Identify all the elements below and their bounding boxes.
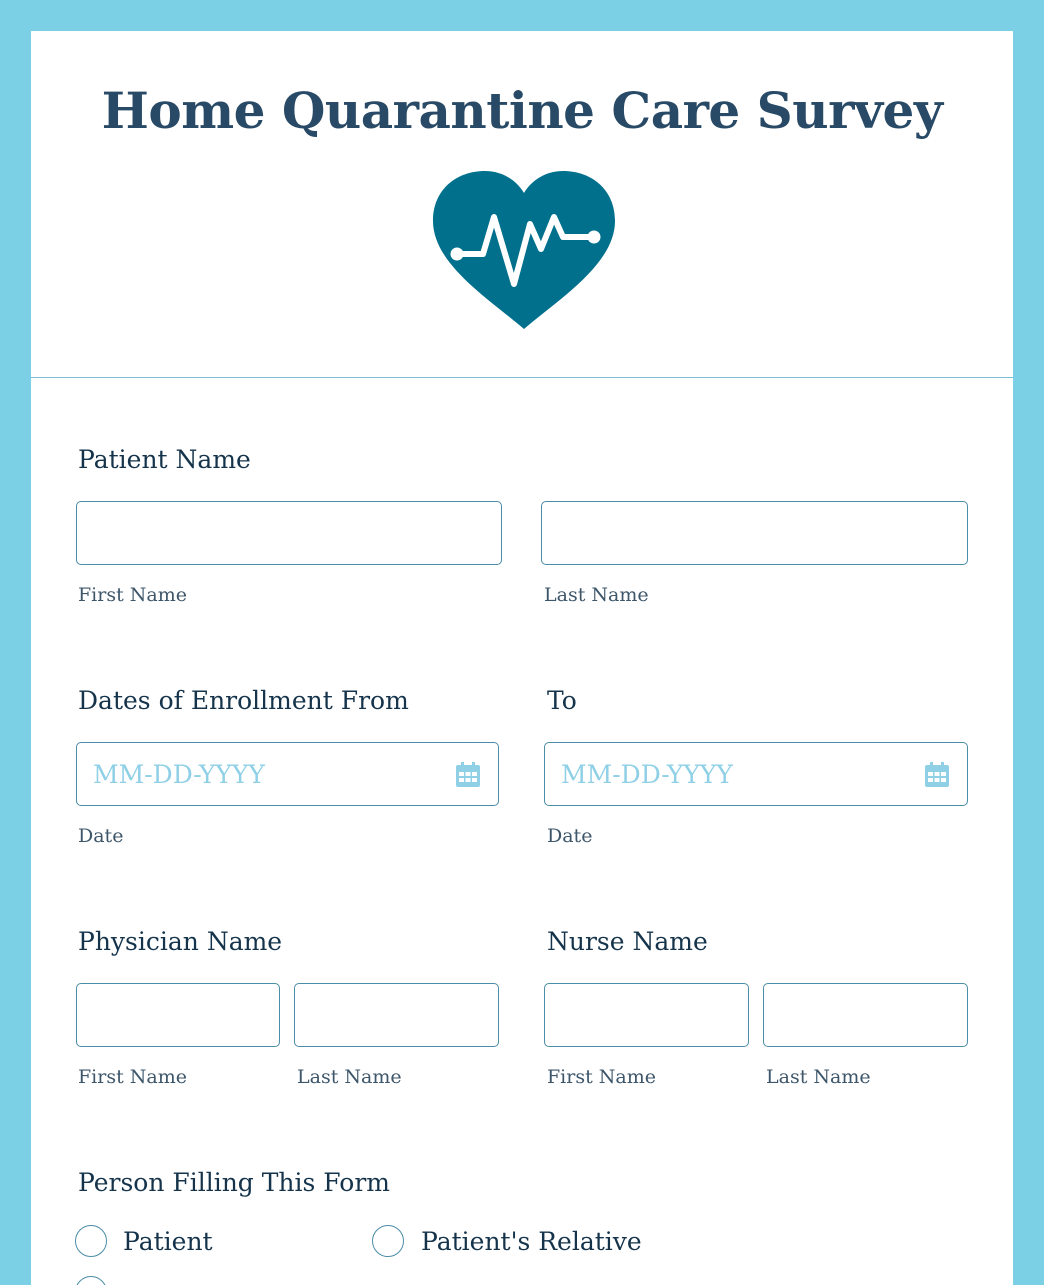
form-card (31, 31, 1013, 1285)
enrollment-to-sublabel: Date (547, 825, 593, 847)
physician-last-name-sublabel: Last Name (297, 1066, 402, 1088)
physician-last-name-input[interactable] (294, 983, 499, 1047)
patient-first-name-input[interactable] (76, 501, 502, 565)
radio-other[interactable] (75, 1276, 107, 1285)
radio-patient-label[interactable]: Patient (123, 1227, 213, 1256)
enrollment-to-date-input[interactable] (544, 742, 968, 806)
calendar-icon[interactable] (455, 762, 481, 788)
nurse-last-name-sublabel: Last Name (766, 1066, 871, 1088)
nurse-first-name-input[interactable] (544, 983, 749, 1047)
person-filling-label: Person Filling This Form (78, 1168, 390, 1197)
enrollment-from-sublabel: Date (78, 825, 124, 847)
radio-patients-relative-label[interactable]: Patient's Relative (421, 1227, 642, 1256)
physician-first-name-input[interactable] (76, 983, 280, 1047)
radio-patient[interactable] (75, 1225, 107, 1257)
patient-first-name-sublabel: First Name (78, 584, 187, 606)
patient-last-name-input[interactable] (541, 501, 968, 565)
enrollment-to-label: To (547, 686, 577, 715)
form-title: Home Quarantine Care Survey (101, 81, 943, 140)
calendar-icon[interactable] (924, 762, 950, 788)
nurse-first-name-sublabel: First Name (547, 1066, 656, 1088)
nurse-last-name-input[interactable] (763, 983, 968, 1047)
enrollment-from-date-input[interactable] (76, 742, 499, 806)
nurse-name-label: Nurse Name (547, 927, 708, 956)
physician-name-label: Physician Name (78, 927, 283, 956)
enrollment-from-label: Dates of Enrollment From (78, 686, 409, 715)
patient-name-label: Patient Name (78, 445, 251, 474)
form-header (31, 31, 1013, 378)
radio-patients-relative[interactable] (372, 1225, 404, 1257)
patient-last-name-sublabel: Last Name (544, 584, 649, 606)
heart-pulse-icon (429, 169, 619, 331)
physician-first-name-sublabel: First Name (78, 1066, 187, 1088)
